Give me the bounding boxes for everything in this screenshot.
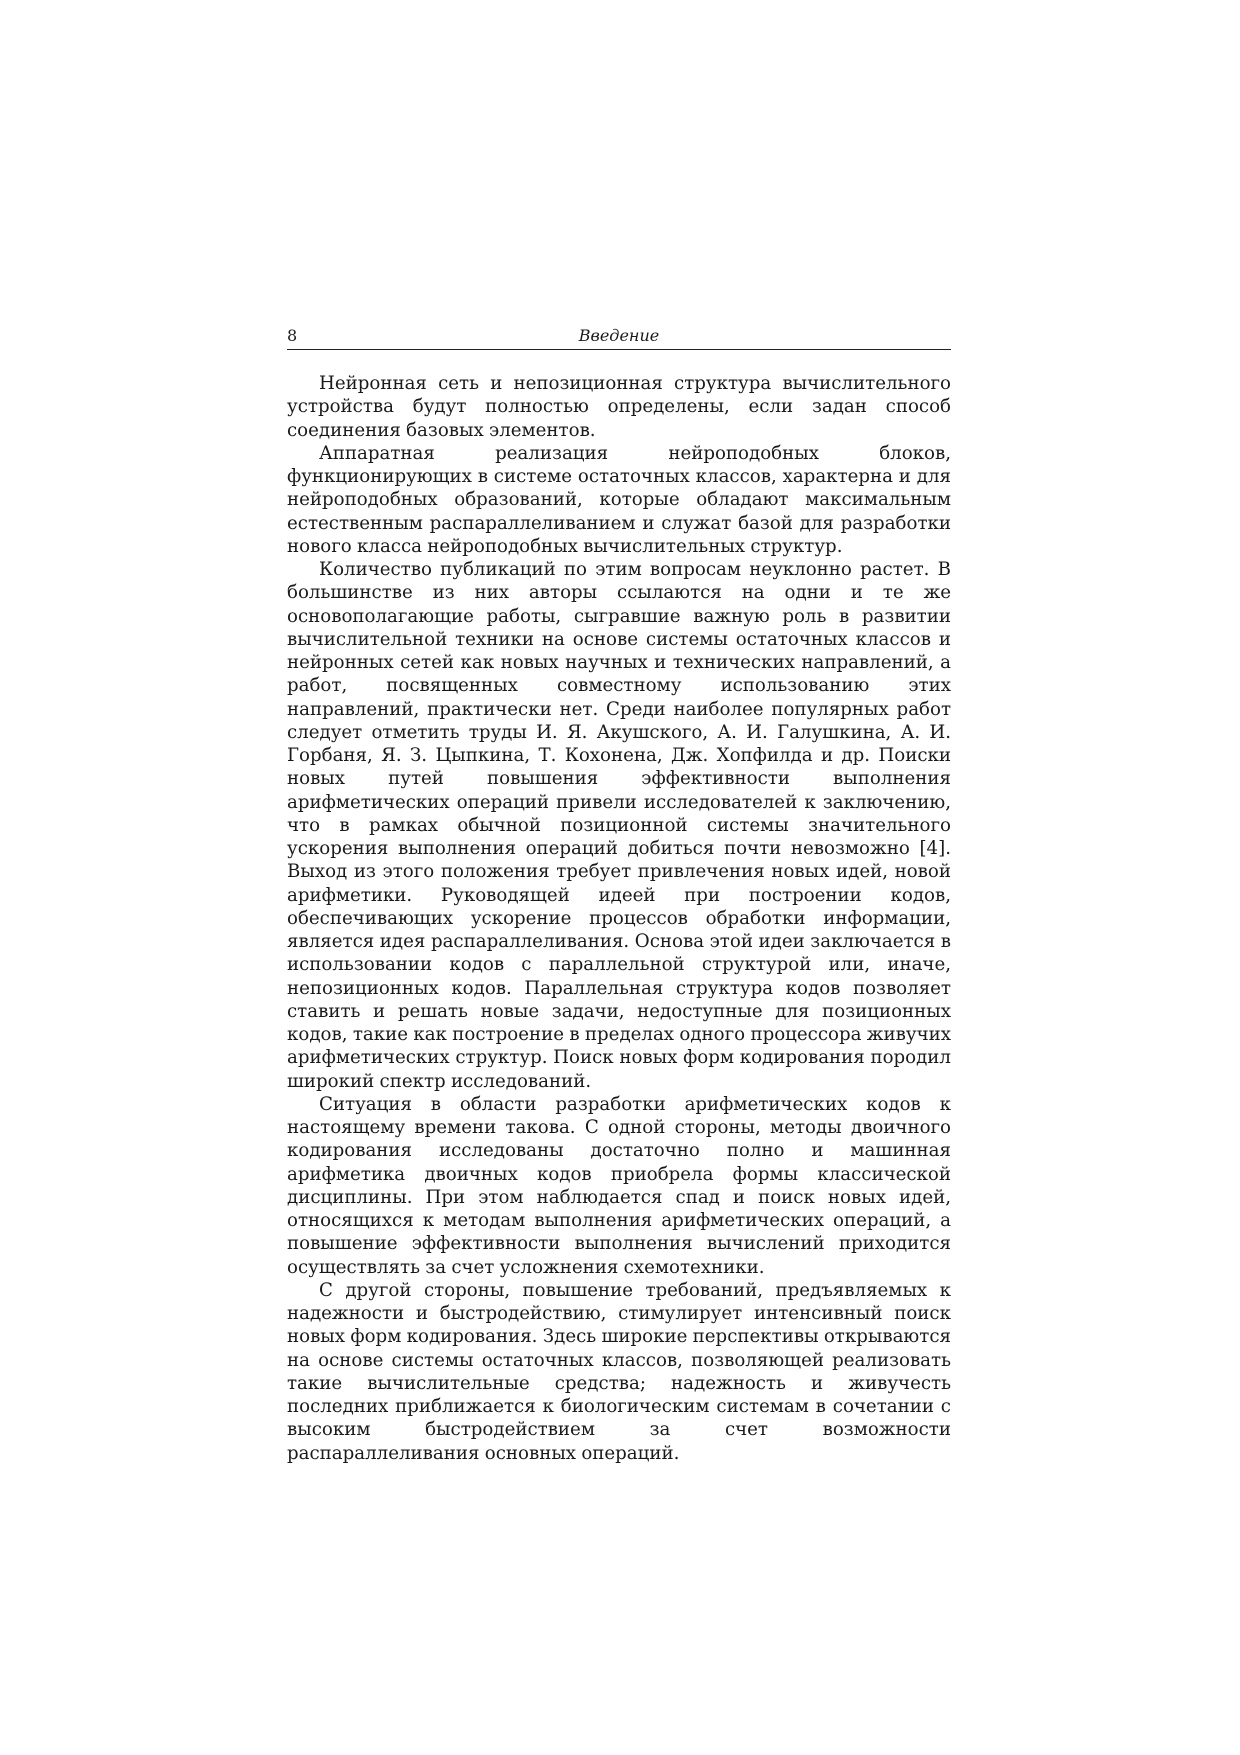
paragraph: Ситуация в области разработки арифметических кодов к настоящему времени такова. С одной стороны, методы двоичного кодирования исследованы достаточно полно и машинная арифметика двоичных кодов приобрела формы классической дисциплины. При этом наблюдается спад и поиск новых идей, относящихся к методам выполнения арифметических операций, а повышение эффективности выполнения вычислений приходится осуществлять за счет усложнения схемотехники.: [287, 1093, 951, 1278]
paragraph: Нейронная сеть и непозиционная структура вычислительного устройства будут полностью определены, если задан способ соединения базовых элементов.: [287, 373, 951, 441]
page-number: 8: [287, 326, 298, 345]
paragraph: Количество публикаций по этим вопросам неуклонно растет. В большинстве из них авторы ссылаются на одни и те же основополагающие работы, сыгравшие важную роль в развитии вычислительной техники на основе системы остаточных классов и нейронных сетей как новых научных и технических направлений, а работ, посвященных совместному использованию этих направлений, практически нет. Среди наиболее популярных работ следует отметить труды И. Я. Акушского, А. И. Галушкина, А. И. Горбаня, Я. З. Цыпкина, Т. Кохонена, Дж. Хопфилда и др. Поиски новых путей повышения эффективности выполнения арифметических операций привели исследователей к заключению, что в рамках обычной позиционной системы значительного ускорения выполнения операций добиться почти невозможно [4]. Выход из этого положения требует привлечения новых идей, новой арифметики. Руководящей идеей при построении кодов, обеспечивающих ускорение процессов обработки информации, является идея распараллеливания. Основа этой идеи заключается в использовании кодов с параллельной структурой или, иначе, непозиционных кодов. Параллельная структура кодов позволяет ставить и решать новые задачи, недоступные для позиционных кодов, такие как построение в пределах одного процессора живучих арифметических структур. Поиск новых форм кодирования породил широкий спектр исследований.: [287, 559, 951, 1092]
paragraph: С другой стороны, повышение требований, предъявляемых к надежности и быстродействию, стимулирует интенсивный поиск новых форм кодирования. Здесь широкие перспективы открываются на основе системы остаточных классов, позволяющей реализовать такие вычислительные средства; надежность и живучесть последних приближается к биологическим системам в сочетании с высоким быстродействием за счет возможности распараллеливания основных операций.: [287, 1279, 951, 1464]
paragraph: Аппаратная реализация нейроподобных блоков, функционирующих в системе остаточных классов, характерна и для нейроподобных образований, которые обладают максимальным естественным распараллеливанием и служат базой для разработки нового класса нейроподобных вычислительных структур.: [287, 442, 951, 557]
body-text: [287, 372, 951, 1465]
book-page: [287, 323, 951, 1465]
chapter-title: Введение: [578, 326, 660, 345]
running-header: [287, 323, 951, 350]
